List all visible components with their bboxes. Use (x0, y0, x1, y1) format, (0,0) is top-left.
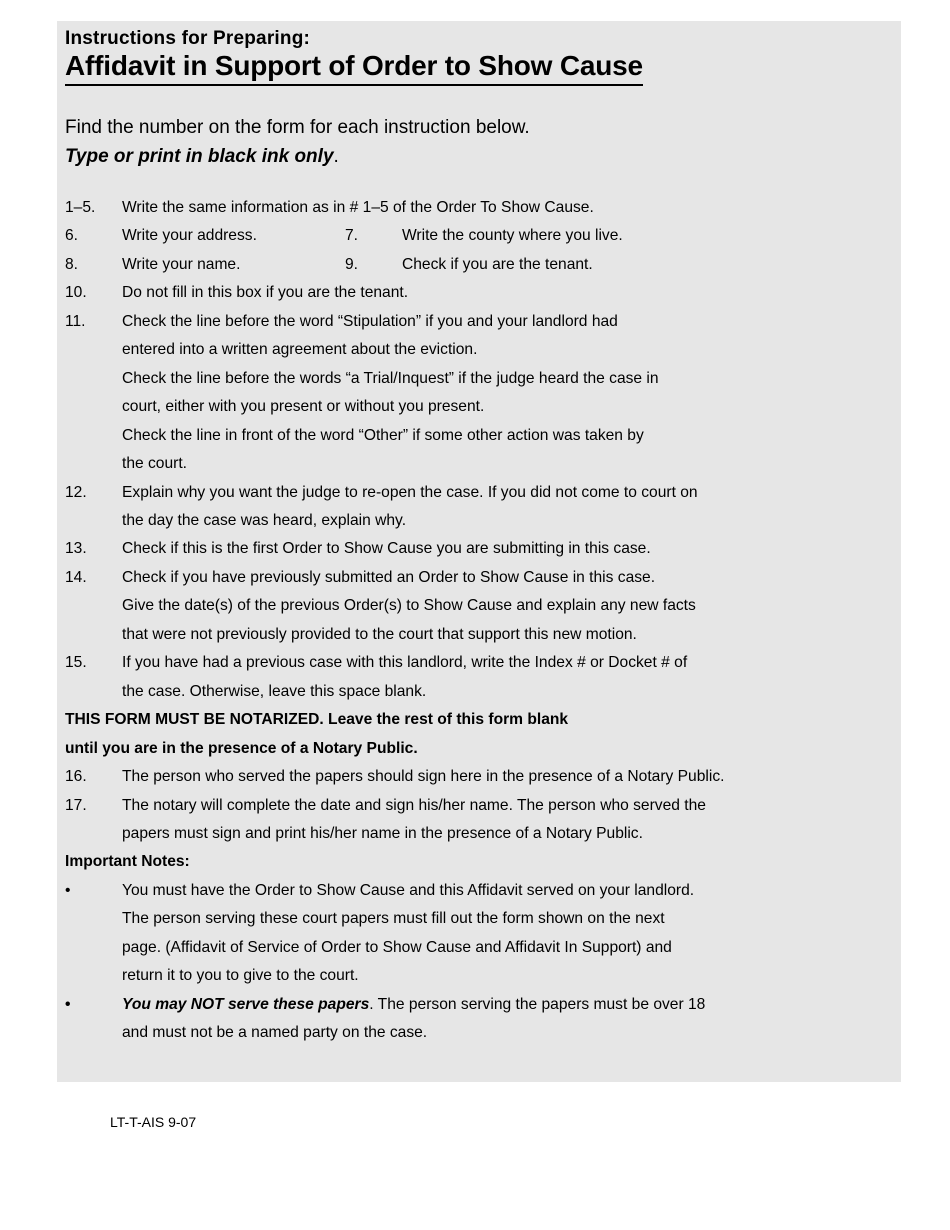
instruction-line (65, 621, 891, 649)
instruction-line (65, 308, 891, 336)
note-bullet-line (65, 934, 891, 962)
intro-block (65, 114, 891, 171)
item-number: 16. (65, 768, 87, 786)
notarize-warning-line (65, 735, 891, 763)
item-number: 7. (345, 227, 359, 245)
note-bullet-line (65, 991, 891, 1019)
item-number: 8. (65, 255, 79, 273)
item-text: Check the line before the word “Stipulation” if you and your landlord had (122, 312, 618, 330)
note-bullet-line (65, 962, 891, 990)
item-text: the court. (122, 455, 188, 473)
item-number: 14. (65, 568, 87, 586)
item-text: the case. Otherwise, leave this space blank. (122, 682, 427, 700)
item-number: 6. (65, 227, 79, 245)
instruction-line (65, 279, 891, 307)
instruction-line (65, 649, 891, 677)
note-bullet-line (65, 905, 891, 933)
note-bullet-line (65, 877, 891, 905)
instruction-line (65, 792, 891, 820)
item-text: The person who served the papers should sign here in the presence of a Notary Public. (122, 768, 725, 786)
item-text: Explain why you want the judge to re-open the case. If you did not come to court on (122, 483, 698, 501)
bullet-marker: • (65, 995, 71, 1013)
item-number: 10. (65, 284, 87, 302)
instruction-line (65, 678, 891, 706)
instruction-line (65, 820, 891, 848)
instruction-line (65, 763, 891, 791)
item-number: 12. (65, 483, 87, 501)
item-text: and must not be a named party on the case. (122, 1024, 428, 1042)
instruction-line (65, 222, 891, 250)
important-notes-heading (65, 848, 891, 876)
item-text: Check if this is the first Order to Show Cause you are submitting in this case. (122, 540, 651, 558)
item-text: Write the county where you live. (402, 227, 623, 245)
intro-emphasis-text: Type or print in black ink only (65, 145, 334, 167)
emphasized-text: You may NOT serve these papers (122, 995, 370, 1013)
item-text-rest: . The person serving the papers must be over 18 (369, 995, 706, 1013)
intro-emphasis-period: . (333, 145, 339, 167)
item-text: THIS FORM MUST BE NOTARIZED. Leave the rest of this form blank (65, 711, 569, 729)
instruction-line (65, 564, 891, 592)
item-text: Check if you have previously submitted an Order to Show Cause in this case. (122, 568, 656, 586)
item-text: Write the same information as in # 1–5 of the Order To Show Cause. (122, 199, 594, 216)
item-text: Important Notes: (65, 853, 190, 871)
instructions-panel (57, 21, 901, 1082)
item-number: 1–5. (65, 199, 96, 216)
instruction-line (65, 450, 891, 478)
item-text: Write your address. (122, 227, 257, 245)
instruction-line (65, 393, 891, 421)
item-text: entered into a written agreement about the eviction. (122, 341, 478, 359)
title-line (65, 51, 891, 86)
document-pretitle: Instructions for Preparing: (65, 28, 311, 49)
item-text: papers must sign and print his/her name in the presence of a Notary Public. (122, 824, 643, 842)
instruction-line (65, 592, 891, 620)
item-number: 9. (345, 255, 359, 273)
item-number: 17. (65, 796, 87, 814)
item-text: court, either with you present or without you present. (122, 398, 485, 416)
item-text: Write your name. (122, 255, 241, 273)
item-text: Check the line before the words “a Trial/Inquest” if the judge heard the case in (122, 369, 659, 387)
form-code: LT-T-AIS 9-07 (110, 1114, 197, 1130)
item-number: 13. (65, 540, 87, 558)
bullet-marker: • (65, 881, 71, 899)
item-text: The notary will complete the date and sign his/her name. The person who served the (122, 796, 706, 814)
intro-line-emphasis (65, 143, 891, 172)
item-text (122, 991, 891, 1019)
instruction-list (65, 194, 891, 1048)
item-text: the day the case was heard, explain why. (122, 511, 407, 529)
note-bullet-line (65, 1019, 891, 1047)
item-text: Do not fill in this box if you are the tenant. (122, 284, 409, 302)
item-text: Check if you are the tenant. (402, 255, 593, 273)
instruction-line (65, 535, 891, 563)
item-text: Give the date(s) of the previous Order(s) to Show Cause and explain any new facts (122, 597, 696, 615)
item-text: You must have the Order to Show Cause and this Affidavit served on your landlord. (122, 881, 695, 899)
instruction-line (65, 479, 891, 507)
document-title: Affidavit in Support of Order to Show Cause (65, 51, 643, 86)
item-text: If you have had a previous case with this landlord, write the Index # or Docket # of (122, 654, 688, 672)
instruction-line (65, 365, 891, 393)
instruction-line (65, 422, 891, 450)
item-text: page. (Affidavit of Service of Order to Show Cause and Affidavit In Support) and (122, 938, 672, 956)
notarize-warning-line (65, 706, 891, 734)
item-text: Check the line in front of the word “Other” if some other action was taken by (122, 426, 644, 444)
item-number: 15. (65, 654, 87, 672)
instruction-line (65, 507, 891, 535)
item-number: 11. (65, 312, 86, 330)
item-text: until you are in the presence of a Notary Public. (65, 739, 418, 757)
instruction-line (65, 251, 891, 279)
item-text: The person serving these court papers must fill out the form shown on the next (122, 910, 665, 928)
intro-line: Find the number on the form for each instruction below. (65, 117, 530, 138)
instruction-line (65, 336, 891, 364)
instruction-line (65, 194, 891, 222)
item-text: that were not previously provided to the court that support this new motion. (122, 625, 637, 643)
item-text: return it to you to give to the court. (122, 967, 359, 985)
